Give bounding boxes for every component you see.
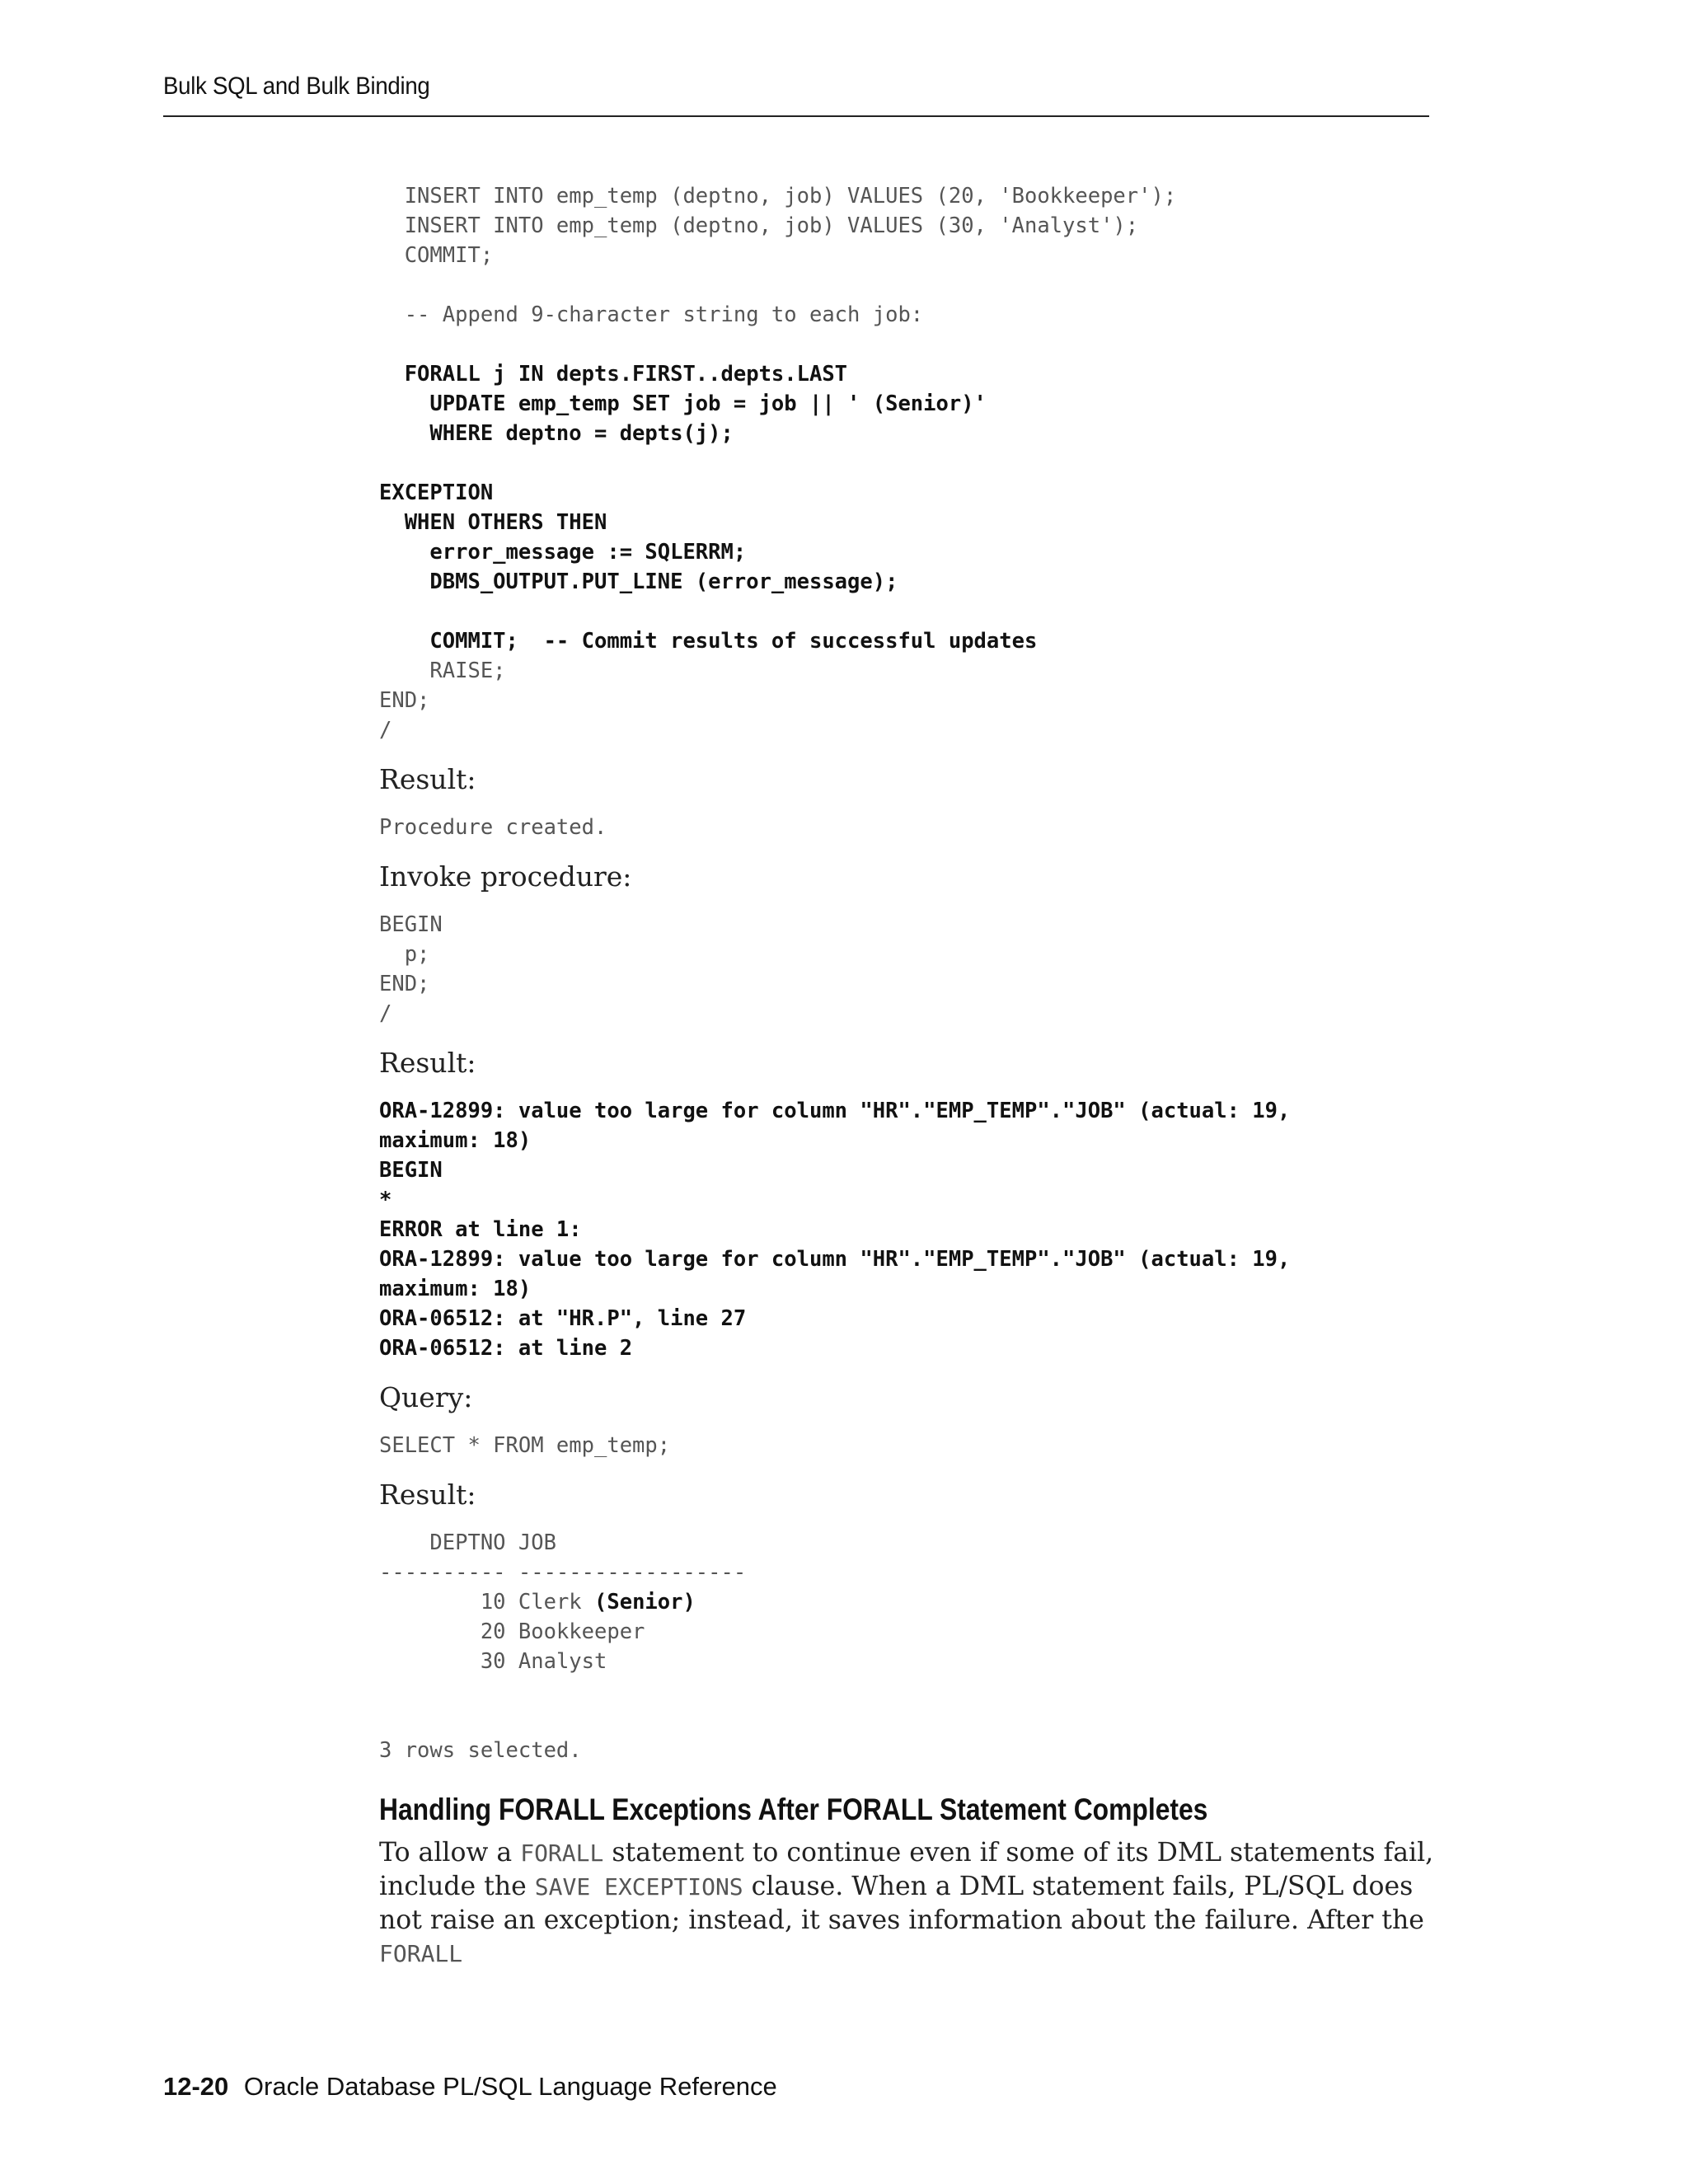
page-content <box>379 181 1434 1971</box>
header-title: Bulk SQL and Bulk Binding <box>163 73 430 100</box>
code-line: p; <box>379 942 430 967</box>
deptno-cell: 20 <box>379 1619 518 1644</box>
code-line: ORA-06512: at line 2 <box>379 1336 633 1361</box>
inline-code: SAVE EXCEPTIONS <box>534 1873 743 1900</box>
deptno-cell: 30 <box>379 1649 518 1674</box>
job-cell: Bookkeeper <box>518 1619 645 1644</box>
page-footer <box>163 2072 777 2102</box>
code-line: WHERE deptno = depts(j); <box>379 421 734 446</box>
code-line: maximum: 18) <box>379 1277 532 1301</box>
deptno-cell: 10 <box>379 1590 518 1615</box>
code-line: ORA-06512: at "HR.P", line 27 <box>379 1306 747 1331</box>
code-line: BEGIN <box>379 1158 443 1183</box>
invoke-procedure-label: Invoke procedure: <box>379 860 632 893</box>
code-line: * <box>379 1188 392 1212</box>
running-header <box>163 73 1429 117</box>
code-line: BEGIN <box>379 912 443 937</box>
result-label-2: Result: <box>379 1047 476 1079</box>
table-row <box>379 1649 607 1674</box>
error-output-block <box>379 1096 1434 1363</box>
result-label-1: Result: <box>379 763 476 795</box>
inline-code: FORALL <box>520 1840 604 1867</box>
code-line: -- Append 9-character string to each job: <box>379 302 924 327</box>
table-row <box>379 1590 696 1615</box>
table-row <box>379 1619 645 1644</box>
code-line: / <box>379 718 392 743</box>
procedure-code-block <box>379 181 1434 745</box>
code-line: EXCEPTION <box>379 480 494 505</box>
code-line: UPDATE emp_temp SET job = job || ' (Senior)' <box>379 391 987 416</box>
code-line: END; <box>379 688 430 713</box>
result-table-separator: ---------- ------------------ <box>379 1560 747 1585</box>
invoke-code-block <box>379 910 1434 1029</box>
code-line: ORA-12899: value too large for column "HR"."EMP_TEMP"."JOB" (actual: 19, <box>379 1099 1291 1123</box>
code-line: WHEN OTHERS THEN <box>379 510 607 535</box>
code-line: RAISE; <box>379 658 506 683</box>
code-line: DBMS_OUTPUT.PUT_LINE (error_message); <box>379 569 898 594</box>
code-line: COMMIT; <box>379 243 494 268</box>
code-line: ORA-12899: value too large for column "HR"."EMP_TEMP"."JOB" (actual: 19, <box>379 1247 1291 1272</box>
code-line: error_message := SQLERRM; <box>379 540 747 565</box>
result-label-3: Result: <box>379 1479 476 1511</box>
code-line: FORALL j IN depts.FIRST..depts.LAST <box>379 362 848 387</box>
result-table-block <box>379 1528 1434 1765</box>
code-line: INSERT INTO emp_temp (deptno, job) VALUES (20, 'Bookkeeper'); <box>379 184 1177 209</box>
code-line: END; <box>379 972 430 996</box>
inline-code: FORALL <box>379 1940 463 1967</box>
job-suffix: (Senior) <box>594 1590 696 1615</box>
code-line: COMMIT; -- Commit results of successful updates <box>379 629 1038 654</box>
code-line: ERROR at line 1: <box>379 1217 582 1242</box>
section-heading: Handling FORALL Exceptions After FORALL Statement Completes <box>379 1793 1208 1826</box>
section-paragraph: To allow a FORALL statement to continue even if some of its DML statements fail, include the SAVE EXCEPTIONS clause. When a DML statement fails, PL/SQL does not raise an exception; instead, it saves information about the failure. After the FORALL <box>379 1838 1434 1967</box>
rows-selected-footer: 3 rows selected. <box>379 1738 582 1763</box>
query-code-block: SELECT * FROM emp_temp; <box>379 1433 671 1458</box>
query-label: Query: <box>379 1381 473 1413</box>
code-line: / <box>379 1001 392 1026</box>
footer-page-number: 12-20 <box>163 2072 229 2101</box>
result-output-1: Procedure created. <box>379 815 607 840</box>
footer-book-title: Oracle Database PL/SQL Language Reference <box>243 2072 777 2101</box>
result-table-rows <box>379 1590 696 1674</box>
job-cell: Clerk <box>518 1590 582 1615</box>
code-line: INSERT INTO emp_temp (deptno, job) VALUES (30, 'Analyst'); <box>379 213 1139 238</box>
code-line: maximum: 18) <box>379 1128 532 1153</box>
job-cell: Analyst <box>518 1649 607 1674</box>
result-table-header: DEPTNO JOB <box>379 1530 556 1555</box>
